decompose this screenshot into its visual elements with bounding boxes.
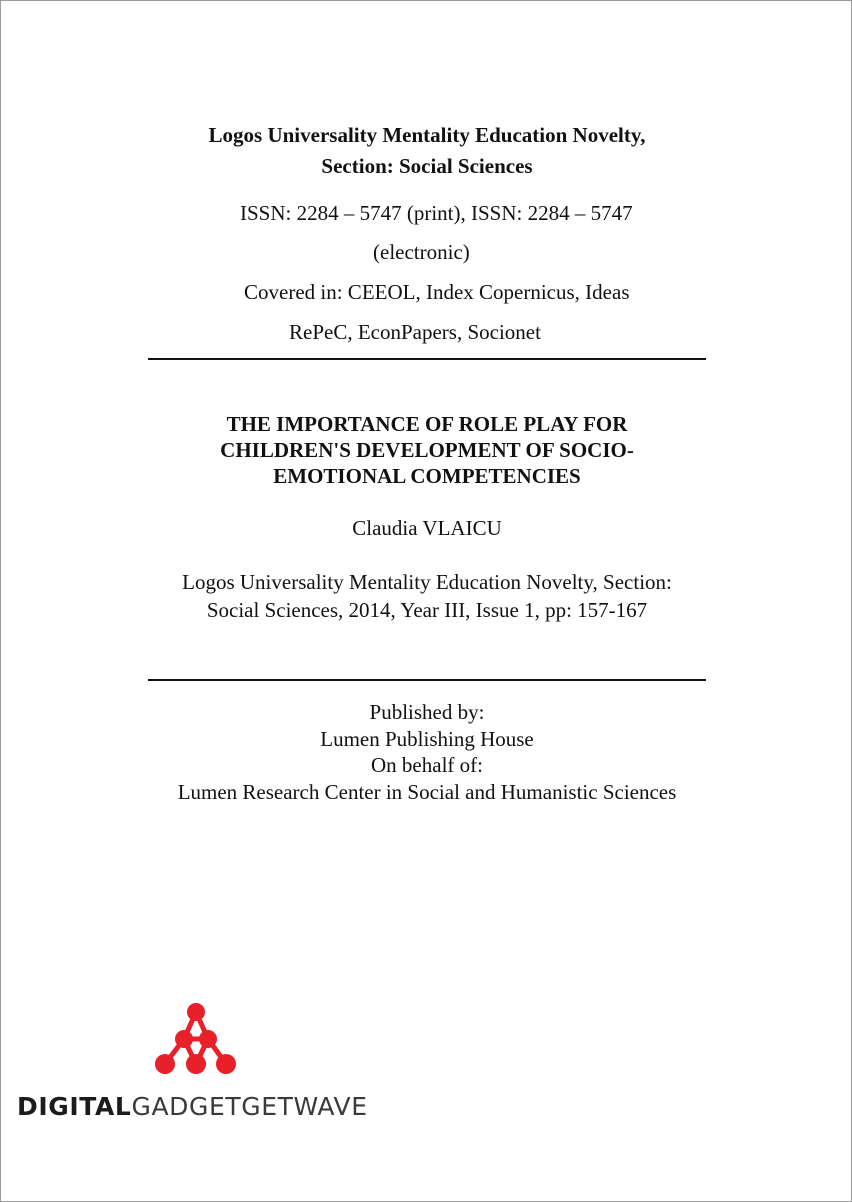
publisher-info — [1, 699, 852, 805]
watermark-bold-text: DIGITAL — [17, 1092, 132, 1121]
publisher-line-1: Published by: — [369, 700, 485, 724]
article-title-line-2: CHILDREN'S DEVELOPMENT OF SOCIO- — [220, 438, 634, 462]
journal-title-line-2: Section: Social Sciences — [321, 154, 533, 178]
article-title — [1, 411, 852, 489]
issn-line-2: (electronic) — [373, 240, 470, 264]
covered-line-2: RePeC, EconPapers, Socionet — [289, 320, 541, 344]
issn-line-1: ISSN: 2284 – 5747 (print), ISSN: 2284 – 5747 — [240, 201, 633, 225]
publisher-line-2: Lumen Publishing House — [320, 726, 534, 751]
article-title-line-3: EMOTIONAL COMPETENCIES — [273, 464, 581, 488]
publisher-line-4: Lumen Research Center in Social and Humanistic Sciences — [177, 779, 677, 804]
citation — [1, 568, 852, 624]
publisher-line-3: On behalf of: — [371, 753, 483, 777]
journal-title-line-1: Logos Universality Mentality Education Novelty, — [208, 123, 646, 147]
citation-line-1: Logos Universality Mentality Education Novelty, Section: — [182, 570, 672, 594]
watermark-logo — [17, 1092, 368, 1122]
divider-top — [148, 358, 706, 360]
citation-line-2: Social Sciences, 2014, Year III, Issue 1, pp: 157-167 — [206, 598, 648, 622]
covered-line-1: Covered in: CEEOL, Index Copernicus, Ideas — [244, 280, 630, 304]
author-name: Claudia VLAICU — [352, 516, 502, 540]
watermark-thin-text: GADGETGETWAVE — [131, 1092, 368, 1121]
molecule-logo-icon — [149, 999, 241, 1083]
journal-title — [1, 120, 852, 182]
article-title-line-1: THE IMPORTANCE OF ROLE PLAY FOR — [226, 412, 628, 436]
divider-bottom — [148, 679, 706, 681]
